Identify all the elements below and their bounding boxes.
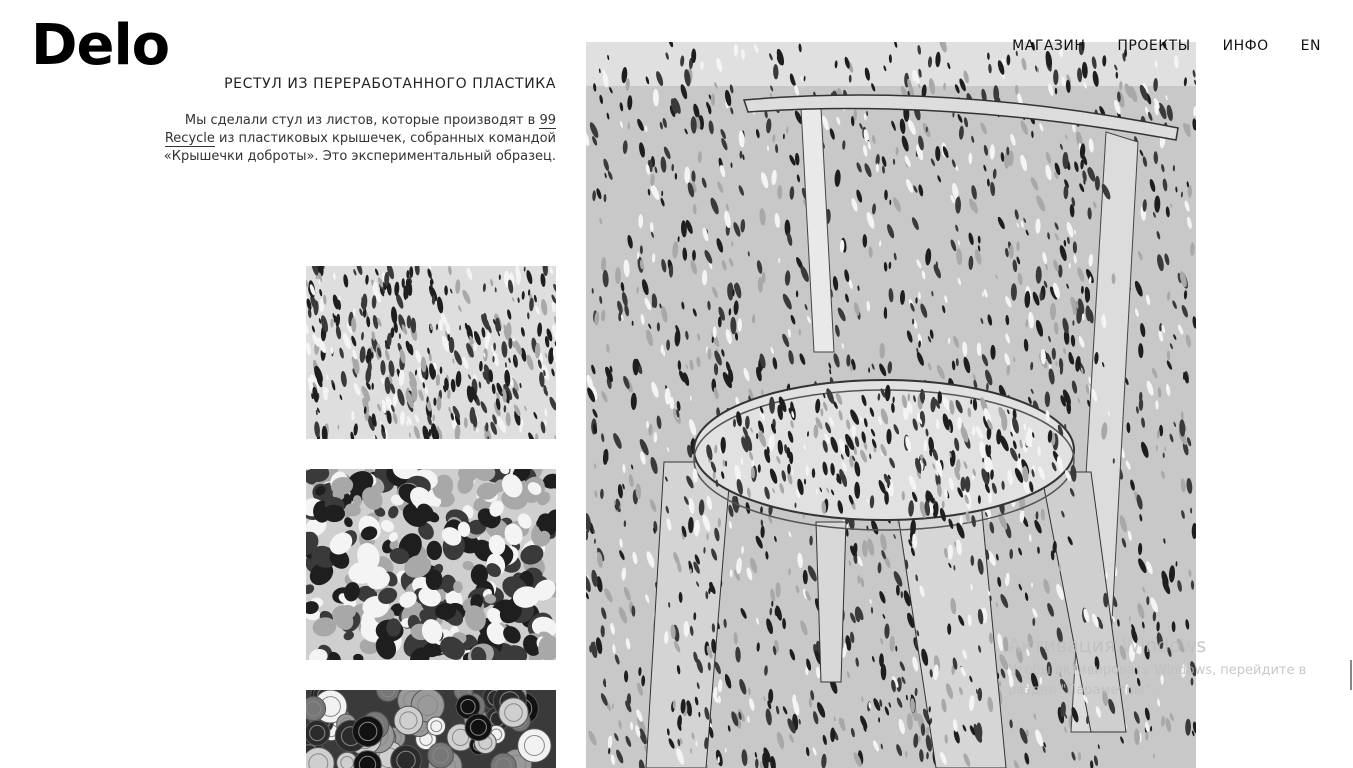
plastic-flakes-texture xyxy=(306,469,556,660)
windows-activation-watermark xyxy=(1008,634,1328,701)
description-text-end: из пластиковых крышечек, собранных командой «Крышечки доброты». Это экспериментальный образец. xyxy=(163,131,556,164)
nav-item-shop[interactable]: МАГАЗИН xyxy=(1012,38,1086,54)
plastic-sheet-texture xyxy=(306,266,556,439)
description-text-start: Мы сделали стул из листов, которые производят в xyxy=(184,113,540,128)
nav-item-projects[interactable]: ПРОЕКТЫ xyxy=(1117,38,1191,54)
project-title: РЕСТУЛ ИЗ ПЕРЕРАБОТАННОГО ПЛАСТИКА xyxy=(224,76,556,92)
watermark-title: Активация Windows xyxy=(1008,635,1207,657)
scrollbar-thumb[interactable] xyxy=(1350,660,1352,690)
watermark-subtitle: Чтобы активировать Windows, перейдите в раздел "Параметры". xyxy=(1008,663,1307,698)
nav-item-info[interactable]: ИНФО xyxy=(1222,38,1269,54)
bottle-caps-thumbnail[interactable] xyxy=(306,690,556,768)
bottle-caps-texture xyxy=(306,690,556,768)
plastic-sheet-thumbnail[interactable] xyxy=(306,266,556,439)
nav-item-language[interactable]: EN xyxy=(1300,38,1321,54)
site-logo[interactable]: Delo xyxy=(31,13,170,78)
project-description xyxy=(150,112,556,166)
recycle-link[interactable]: 99 Recycle xyxy=(164,113,556,146)
main-nav xyxy=(1012,38,1321,54)
plastic-flakes-thumbnail[interactable] xyxy=(306,469,556,660)
